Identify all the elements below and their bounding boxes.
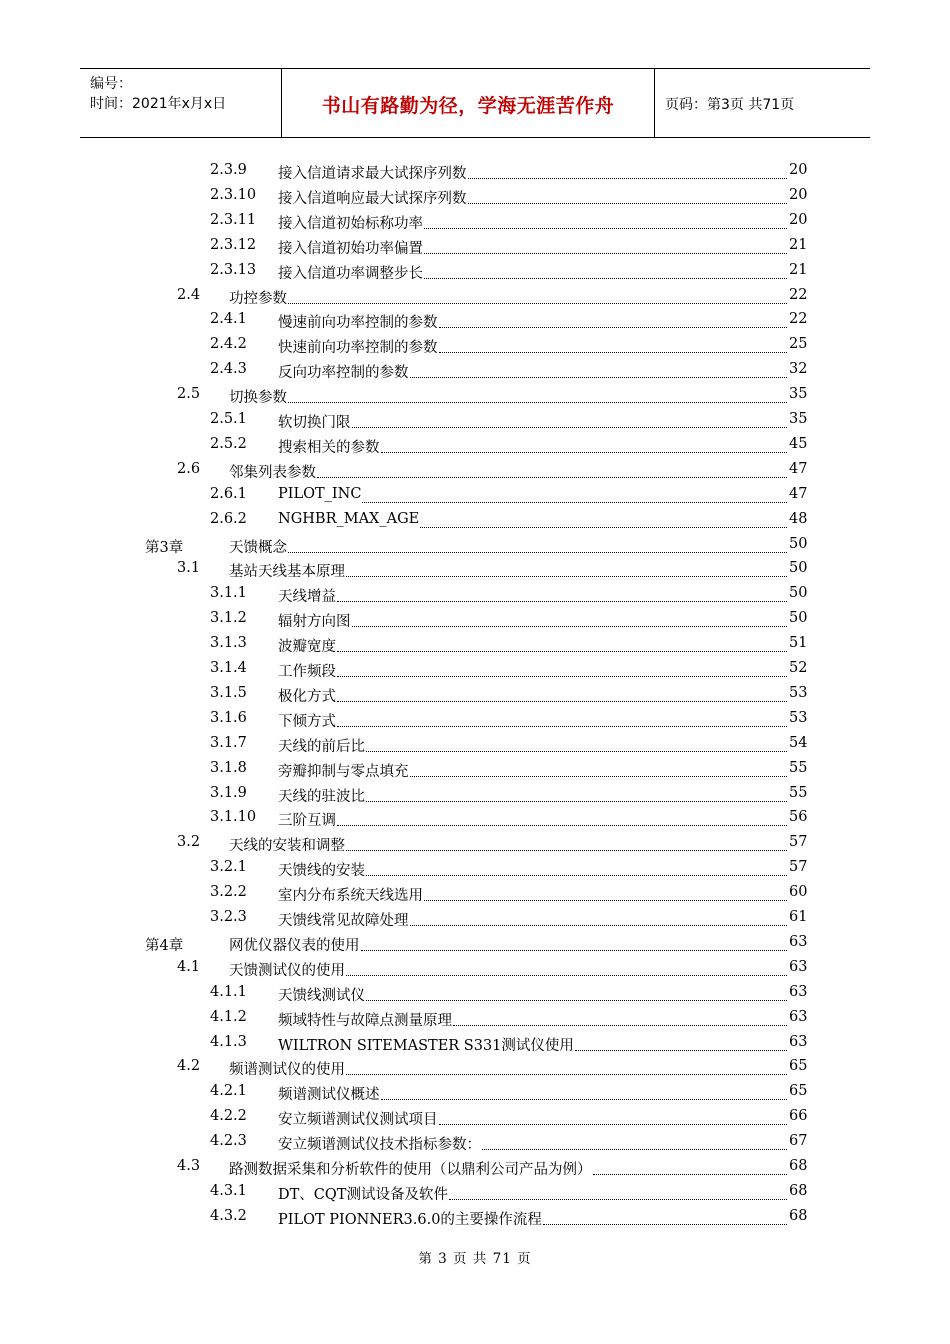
toc-entry-title: 快速前向功率控制的参数 [278, 340, 438, 357]
toc-entry[interactable] [0, 1106, 950, 1131]
toc-entry[interactable] [0, 783, 950, 808]
toc-entry[interactable] [0, 509, 950, 534]
toc-entry-title: 天馈测试仪的使用 [229, 962, 345, 979]
toc-entry-page: 35 [789, 386, 808, 403]
toc-entry[interactable] [0, 210, 950, 235]
toc-entry-number: 3.1.6 [210, 709, 247, 726]
toc-leader-dots [453, 1009, 787, 1026]
toc-entry-title: 接入信道初始功率偏置 [278, 240, 423, 257]
toc-leader-dots [337, 710, 787, 727]
toc-entry-page: 68 [789, 1207, 808, 1224]
toc-entry-number: 2.4 [177, 286, 201, 303]
toc-entry-title: PILOT PIONNER3.6.0的主要操作流程 [278, 1211, 542, 1228]
page-footer: 第 3 页 共 71 页 [418, 1251, 532, 1267]
toc-entry-title: 基站天线基本原理 [229, 564, 345, 581]
toc-entry-number: 2.3.13 [210, 261, 257, 278]
header-info-cell [80, 69, 282, 137]
motto-text: 书山有路勤为径，学海无涯苦作舟 [321, 95, 615, 117]
toc-entry-title: 接入信道响应最大试探序列数 [278, 190, 467, 207]
toc-entry-number: 3.1.2 [210, 610, 247, 627]
toc-entry[interactable] [0, 484, 950, 509]
toc-entry-number: 3.2.1 [210, 859, 247, 876]
toc-entry-number: 3.2 [177, 834, 201, 851]
toc-entry[interactable] [0, 309, 950, 334]
toc-entry[interactable] [0, 907, 950, 932]
toc-entry-title: 接入信道功率调整步长 [278, 265, 423, 282]
toc-entry-number: 3.1.10 [210, 809, 257, 826]
toc-entry-title: 频谱测试仪概述 [278, 1087, 380, 1104]
toc-entry-page: 55 [789, 759, 808, 776]
toc-entry-number: 2.6.1 [210, 485, 247, 502]
toc-leader-dots [410, 361, 788, 378]
toc-entry-number: 4.1.1 [210, 983, 247, 1000]
toc-entry-number: 2.4.3 [210, 361, 247, 378]
toc-entry[interactable] [0, 384, 950, 409]
toc-entry[interactable] [0, 359, 950, 384]
toc-leader-dots [337, 585, 787, 602]
toc-entry[interactable] [0, 334, 950, 359]
toc-leader-dots [381, 436, 788, 453]
toc-entry-title: 切换参数 [229, 390, 287, 407]
toc-entry-page: 54 [789, 734, 808, 751]
toc-entry-page: 25 [789, 336, 808, 353]
toc-entry-title: 辐射方向图 [278, 614, 351, 631]
toc-entry-number: 2.5.2 [210, 435, 247, 452]
toc-leader-dots [410, 760, 788, 777]
toc-entry[interactable] [0, 1181, 950, 1206]
toc-leader-dots [482, 1133, 787, 1150]
toc-entry[interactable] [0, 608, 950, 633]
toc-entry-title: 天馈线的安装 [278, 863, 365, 880]
toc-entry[interactable] [0, 882, 950, 907]
toc-leader-dots [288, 386, 787, 403]
toc-leader-dots [468, 187, 788, 204]
toc-entry-number: 2.5 [177, 386, 201, 403]
toc-entry-number: 2.4.2 [210, 336, 247, 353]
toc-entry-page: 67 [789, 1133, 808, 1150]
toc-leader-dots [449, 1183, 787, 1200]
toc-entry-page: 52 [789, 660, 808, 676]
toc-entry-page: 32 [789, 361, 808, 378]
toc-entry[interactable] [0, 982, 950, 1007]
toc-entry-title: 天馈线常见故障处理 [278, 913, 409, 929]
toc-entry-page: 35 [789, 411, 808, 427]
toc-leader-dots [317, 461, 787, 478]
toc-entry-title: 频域特性与故障点测量原理 [278, 1012, 452, 1029]
toc-entry[interactable] [0, 832, 950, 857]
date-label: 时间：2021年x月x日 [90, 96, 227, 112]
toc-entry-number: 4.1.2 [210, 1008, 247, 1025]
toc-entry-page: 53 [789, 709, 808, 726]
toc-entry[interactable] [0, 459, 950, 484]
toc-leader-dots [337, 685, 787, 702]
toc-entry-page: 50 [789, 585, 808, 602]
toc-entry-number: 2.4.1 [210, 311, 247, 328]
toc-entry-number: 4.3 [177, 1158, 201, 1174]
toc-entry[interactable] [0, 160, 950, 185]
toc-entry-number: 2.3.11 [210, 211, 257, 228]
toc-entry-page: 68 [789, 1182, 808, 1199]
toc-entry-title: 旁瓣抑制与零点填充 [278, 763, 409, 780]
toc-entry-title: 频谱测试仪的使用 [229, 1062, 345, 1079]
toc-entry-page: 47 [789, 460, 808, 477]
toc-entry-title: PILOT_INC [278, 485, 362, 502]
toc-entry-number: 3.1.4 [210, 660, 247, 676]
toc-entry[interactable] [0, 857, 950, 882]
toc-entry-page: 56 [789, 809, 808, 826]
toc-entry-number: 3.1.8 [210, 759, 247, 776]
toc-entry[interactable] [0, 1032, 950, 1057]
toc-entry[interactable] [0, 409, 950, 434]
toc-leader-dots [424, 884, 787, 901]
toc-entry-title: 三阶互调 [278, 813, 336, 830]
toc-entry-number: 4.2 [177, 1058, 201, 1075]
toc-entry-page: 57 [789, 834, 808, 851]
toc-entry[interactable] [0, 558, 950, 583]
toc-entry-page: 65 [789, 1083, 808, 1100]
toc-leader-dots [288, 536, 787, 553]
toc-entry-title: 天馈线测试仪 [278, 987, 365, 1004]
toc-leader-dots [366, 984, 787, 1001]
toc-entry-number: 3.2.2 [210, 884, 247, 901]
toc-entry-number: 2.3.10 [210, 186, 257, 203]
toc-entry-page: 63 [789, 983, 808, 1000]
toc-entry-number: 第3章 [145, 539, 184, 556]
toc-entry-page: 51 [789, 635, 808, 652]
toc-entry-page: 65 [789, 1058, 808, 1075]
toc-entry-number: 2.3.12 [210, 236, 257, 253]
header-motto-cell [282, 69, 655, 137]
toc-entry[interactable] [0, 658, 950, 683]
toc-entry-number: 2.6.2 [210, 510, 247, 527]
toc-entry-number: 4.1 [177, 958, 201, 975]
toc-entry-title: NGHBR_MAX_AGE [278, 510, 420, 527]
toc-entry-number: 4.2.1 [210, 1083, 247, 1100]
toc-entry-title: 软切换门限 [278, 415, 351, 431]
toc-leader-dots [337, 635, 787, 652]
toc-entry-title: 功控参数 [229, 290, 287, 307]
toc-entry-number: 2.6 [177, 460, 201, 477]
toc-leader-dots [361, 934, 788, 951]
toc-entry-page: 22 [789, 286, 808, 303]
toc-entry[interactable] [0, 932, 950, 957]
toc-entry-page: 68 [789, 1158, 808, 1174]
toc-entry-page: 21 [789, 261, 808, 278]
toc-entry[interactable] [0, 235, 950, 260]
toc-entry[interactable] [0, 434, 950, 459]
toc-entry[interactable] [0, 1056, 950, 1081]
toc-entry[interactable] [0, 534, 950, 559]
toc-entry-page: 50 [789, 610, 808, 627]
toc-entry-title: 安立频谱测试仪技术指标参数： [278, 1137, 481, 1154]
toc-leader-dots [543, 1208, 787, 1225]
toc-leader-dots [346, 959, 787, 976]
toc-entry-title: WILTRON SITEMASTER S331测试仪使用 [278, 1037, 574, 1054]
toc-entry-title: 接入信道初始标称功率 [278, 215, 423, 232]
toc-leader-dots [439, 1108, 788, 1125]
toc-leader-dots [424, 212, 787, 229]
toc-entry-title: 天线的前后比 [278, 738, 365, 755]
toc-leader-dots [352, 610, 788, 627]
toc-entry-page: 60 [789, 884, 808, 901]
toc-entry-number: 4.2.2 [210, 1108, 247, 1125]
toc-entry-page: 48 [789, 510, 808, 527]
toc-entry-title: 天线的驻波比 [278, 788, 365, 805]
toc-entry-title: 极化方式 [278, 688, 336, 705]
toc-entry-number: 4.3.2 [210, 1207, 247, 1224]
toc-entry[interactable] [0, 285, 950, 310]
toc-leader-dots [468, 162, 788, 179]
toc-entry-title: 天馈概念 [229, 539, 287, 556]
toc-entry-number: 3.1.1 [210, 585, 247, 602]
toc-entry[interactable] [0, 1081, 950, 1106]
toc-entry-number: 2.5.1 [210, 411, 247, 427]
toc-entry-page: 47 [789, 485, 808, 502]
toc-leader-dots [410, 909, 788, 926]
toc-entry-title: 反向功率控制的参数 [278, 365, 409, 382]
toc-entry-number: 2.3.9 [210, 162, 247, 178]
toc-leader-dots [352, 411, 788, 428]
toc-leader-dots [288, 287, 787, 304]
toc-entry-title: 接入信道请求最大试探序列数 [278, 166, 467, 182]
toc-leader-dots [424, 237, 787, 254]
toc-entry-number: 4.2.3 [210, 1133, 247, 1150]
toc-leader-dots [366, 785, 787, 802]
toc-entry-title: 天线的安装和调整 [229, 838, 345, 855]
toc-entry[interactable] [0, 683, 950, 708]
toc-entry-page: 61 [789, 909, 808, 925]
toc-entry[interactable] [0, 1007, 950, 1032]
toc-entry-title: 室内分布系统天线选用 [278, 888, 423, 905]
toc-entry-title: 邻集列表参数 [229, 464, 316, 481]
toc-entry[interactable] [0, 1156, 950, 1181]
toc-entry-number: 第4章 [145, 937, 184, 954]
toc-entry[interactable] [0, 733, 950, 758]
toc-entry[interactable] [0, 260, 950, 285]
toc-entry-number: 4.1.3 [210, 1033, 247, 1050]
toc-entry-number: 3.1.9 [210, 784, 247, 801]
toc-entry-page: 63 [789, 1008, 808, 1025]
toc-entry-page: 20 [789, 211, 808, 228]
toc-entry-number: 3.1.5 [210, 684, 247, 701]
toc-leader-dots [366, 735, 787, 752]
toc-entry-page: 66 [789, 1108, 808, 1125]
toc-entry-title: DT、CQT测试设备及软件 [278, 1186, 448, 1203]
serial-label: 编号： [90, 76, 132, 92]
toc-entry-page: 20 [789, 186, 808, 203]
toc-leader-dots [593, 1158, 788, 1175]
toc-entry-page: 50 [789, 535, 808, 552]
toc-entry[interactable] [0, 1206, 950, 1231]
toc-entry-page: 22 [789, 311, 808, 328]
toc-entry[interactable] [0, 758, 950, 783]
toc-entry[interactable] [0, 807, 950, 832]
toc-leader-dots [346, 560, 787, 577]
toc-leader-dots [346, 1058, 787, 1075]
page-info: 页码：第3页 共71页 [665, 97, 795, 113]
toc-entry-page: 20 [789, 162, 808, 178]
toc-entry[interactable] [0, 583, 950, 608]
toc-entry-page: 21 [789, 236, 808, 253]
toc-entry[interactable] [0, 957, 950, 982]
toc-entry-page: 53 [789, 684, 808, 701]
toc-entry-number: 3.1.3 [210, 635, 247, 652]
toc-entry-title: 下倾方式 [278, 713, 336, 730]
toc-entry-number: 4.3.1 [210, 1182, 247, 1199]
toc-leader-dots [439, 336, 788, 353]
toc-leader-dots [366, 859, 787, 876]
toc-entry-page: 63 [789, 958, 808, 975]
toc-leader-dots [337, 809, 787, 826]
toc-entry[interactable] [0, 185, 950, 210]
toc-entry-number: 3.2.3 [210, 909, 247, 925]
page-header [80, 68, 870, 138]
toc-entry-page: 45 [789, 435, 808, 452]
toc-leader-dots [439, 311, 788, 328]
toc-entry-title: 工作频段 [278, 664, 336, 680]
toc-entry-page: 63 [789, 1033, 808, 1050]
toc-entry-title: 天线增益 [278, 589, 336, 606]
toc-entry[interactable] [0, 633, 950, 658]
toc-leader-dots [337, 660, 787, 677]
toc-entry-page: 50 [789, 560, 808, 577]
toc-entry-title: 慢速前向功率控制的参数 [278, 315, 438, 332]
toc-entry-title: 搜索相关的参数 [278, 439, 380, 456]
toc-entry-title: 安立频谱测试仪测试项目 [278, 1112, 438, 1129]
toc-leader-dots [420, 511, 787, 528]
toc-entry-title: 波瓣宽度 [278, 639, 336, 656]
toc-leader-dots [424, 262, 787, 279]
toc-entry-page: 57 [789, 859, 808, 876]
toc-entry-number: 3.1 [177, 560, 201, 577]
toc-leader-dots [346, 834, 787, 851]
toc-entry-page: 55 [789, 784, 808, 801]
toc-entry[interactable] [0, 708, 950, 733]
toc-leader-dots [575, 1034, 787, 1051]
toc-entry-title: 网优仪器仪表的使用 [229, 937, 360, 954]
toc-leader-dots [381, 1083, 788, 1100]
toc-entry-title: 路测数据采集和分析软件的使用（以鼎利公司产品为例） [229, 1162, 592, 1178]
toc-entry-number: 3.1.7 [210, 734, 247, 751]
toc-entry[interactable] [0, 1131, 950, 1156]
header-page-cell [655, 69, 870, 137]
toc-leader-dots [362, 486, 787, 503]
toc-entry-page: 63 [789, 933, 808, 950]
